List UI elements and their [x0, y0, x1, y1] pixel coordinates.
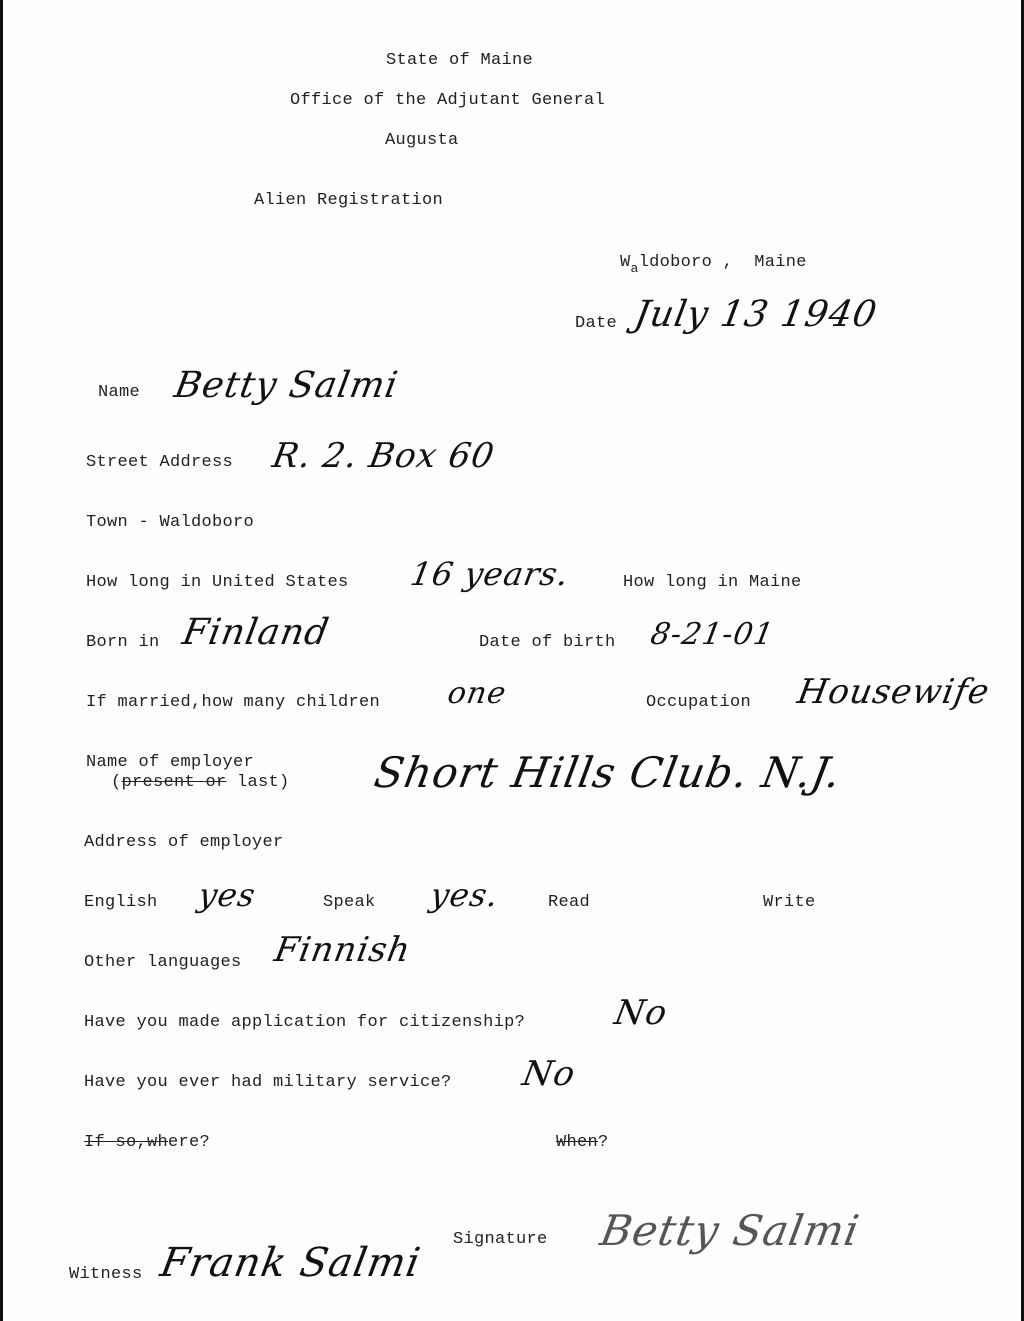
where-label — [84, 1133, 210, 1152]
occupation-label: Occupation — [646, 693, 752, 712]
how-long-maine-label: How long in Maine — [623, 573, 802, 592]
born-in-value: Finland — [179, 612, 333, 653]
town-label: Town - Waldoboro — [86, 513, 255, 532]
location-line — [620, 253, 807, 276]
location-state: Maine — [754, 253, 807, 272]
speak-label: Speak — [323, 893, 376, 912]
citizenship-value: No — [611, 993, 671, 1033]
location-separator: , — [722, 253, 734, 272]
date-of-birth-label: Date of birth — [479, 633, 616, 652]
when-struck-text: When — [556, 1133, 599, 1152]
date-label: Date — [575, 314, 618, 333]
employer-struck-text: present or — [121, 773, 227, 792]
signature-label: Signature — [453, 1230, 548, 1249]
where-struck-text: If so,wh — [84, 1133, 169, 1152]
other-languages-label: Other languages — [84, 953, 242, 972]
when-label — [556, 1133, 609, 1152]
citizenship-label: Have you made application for citizenship? — [84, 1013, 526, 1032]
signature-value: Betty Salmi — [596, 1206, 864, 1255]
children-label: If married,how many children — [86, 693, 381, 712]
employer-label-rest: last) — [226, 773, 290, 792]
employer-sublabel — [111, 773, 290, 792]
header-city: Augusta — [385, 131, 459, 150]
street-address-label: Street Address — [86, 453, 234, 472]
occupation-value: Housewife — [794, 672, 993, 712]
location-town-rest: ldoboro — [638, 253, 713, 272]
name-label: Name — [98, 383, 141, 402]
how-long-us-value: 16 years. — [407, 555, 573, 593]
how-long-us-label: How long in United States — [86, 573, 349, 592]
read-label: Read — [548, 893, 591, 912]
write-label: Write — [763, 893, 816, 912]
military-value: No — [519, 1054, 579, 1094]
where-rest: ere? — [168, 1133, 211, 1152]
military-label: Have you ever had military service? — [84, 1073, 452, 1092]
header-state: State of Maine — [386, 51, 534, 70]
other-languages-value: Finnish — [271, 930, 415, 970]
born-in-label: Born in — [86, 633, 160, 652]
location-town-subscript: a — [630, 261, 639, 276]
witness-value: Frank Salmi — [156, 1240, 425, 1286]
employer-paren-open: ( — [111, 773, 122, 792]
english-value: yes — [195, 876, 259, 914]
name-value: Betty Salmi — [171, 365, 402, 406]
speak-value: yes. — [427, 876, 502, 914]
children-value: one — [444, 676, 510, 711]
location-town-prefix: W — [620, 253, 631, 272]
when-rest: ? — [598, 1133, 609, 1152]
employer-label: Name of employer — [86, 753, 255, 772]
date-of-birth-value: 8-21-01 — [647, 617, 777, 652]
form-title: Alien Registration — [254, 191, 444, 210]
witness-label: Witness — [69, 1265, 143, 1284]
employer-address-label: Address of employer — [84, 833, 284, 852]
header-office: Office of the Adjutant General — [290, 91, 606, 110]
employer-value: Short Hills Club. N.J. — [370, 748, 846, 797]
date-value: July 13 1940 — [631, 294, 881, 335]
street-address-value: R. 2. Box 60 — [269, 436, 498, 476]
english-label: English — [84, 893, 158, 912]
